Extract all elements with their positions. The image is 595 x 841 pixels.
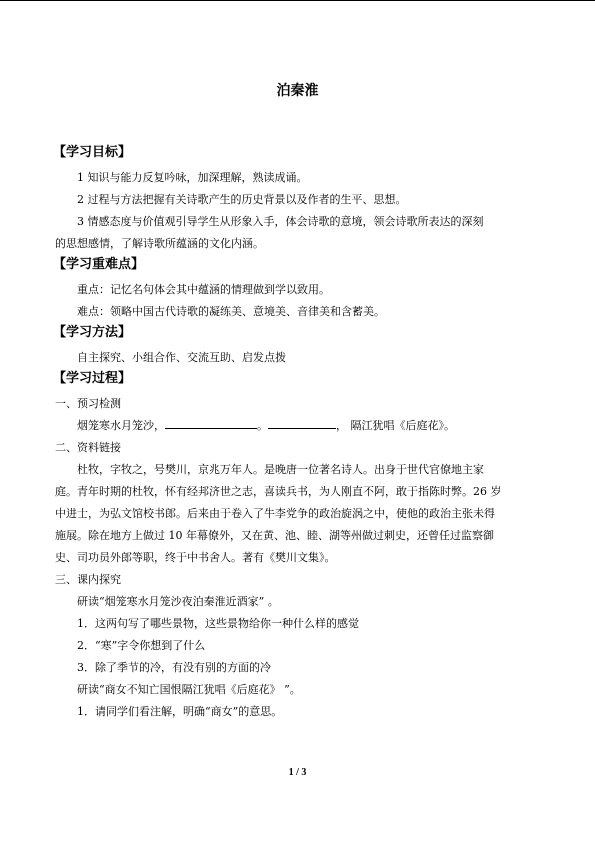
goal-item-2: 2 过程与方法把握有关诗歌产生的历史背景以及作者的生平、思想。 bbox=[77, 193, 407, 206]
explore-line-4: 3．除了季节的冷，有没有别的方面的冷 bbox=[77, 661, 271, 674]
preview-title: 一、预习检测 bbox=[55, 397, 121, 410]
fill-start: 烟笼寒水月笼沙， bbox=[77, 419, 165, 432]
goal-item-1: 1 知识与能力反复吟咏，加深理解，熟读成诵。 bbox=[77, 171, 308, 184]
info-line-1: 杜牧，字牧之，号樊川，京兆万年人。是晚唐一位著名诗人。出身于世代官僚地主家 bbox=[77, 463, 484, 476]
heading-key-points: 【学习重难点】 bbox=[53, 257, 145, 272]
explore-title: 三、课内探究 bbox=[55, 573, 121, 586]
explore-line-6: 1．请同学们看注解，明确“商女”的意思。 bbox=[77, 705, 283, 718]
key-point-1: 重点：记忆名句体会其中蕴涵的情理做到学以致用。 bbox=[77, 283, 330, 296]
methods-text: 自主探究、小组合作、交流互助、启发点拨 bbox=[77, 351, 286, 364]
fill-mid: 。 bbox=[257, 419, 268, 432]
page-title: 泊秦淮 bbox=[276, 83, 319, 99]
info-title: 二、资料链接 bbox=[55, 441, 121, 454]
fill-in-line bbox=[55, 415, 545, 437]
heading-goals: 【学习目标】 bbox=[53, 145, 132, 160]
goal-item-3: 3 情感态度与价值观引导学生从形象入手，体会诗歌的意境，领会诗歌所表达的深刻 bbox=[77, 215, 484, 228]
goal-item-3-cont: 的思想感情，了解诗歌所蕴涵的文化内涵。 bbox=[55, 237, 264, 250]
heading-methods: 【学习方法】 bbox=[53, 325, 132, 340]
document-body bbox=[55, 143, 545, 723]
info-line-5: 史、司功员外郎等职，终于中书舍人。著有《樊川文集》。 bbox=[55, 551, 336, 564]
explore-line-3: 2．“寒”字令你想到了什么 bbox=[77, 639, 206, 652]
info-line-3: 中进士，为弘文馆校书郎。后来由于卷入了牛李党争的政治旋涡之中，使他的政治主张未得 bbox=[55, 507, 495, 520]
info-line-2: 庭。青年时期的杜牧，怀有经邦济世之志，喜读兵书，为人刚直不阿，敢于指陈时弊。26 岁 bbox=[55, 485, 502, 498]
fill-end: ， 隔江犹唱《后庭花》。 bbox=[336, 419, 455, 432]
explore-line-1: 研读“烟笼寒水月笼沙夜泊秦淮近酒家” 。 bbox=[77, 595, 279, 608]
explore-line-2: 1．这两句写了哪些景物，这些景物给你一种什么样的感觉 bbox=[77, 617, 359, 630]
fill-blank-2[interactable] bbox=[268, 416, 336, 429]
page-number: 1 / 3 bbox=[288, 767, 307, 778]
fill-blank-1[interactable] bbox=[165, 416, 257, 429]
key-point-2: 难点：领略中国古代诗歌的凝练美、意境美、音律美和含蓄美。 bbox=[77, 305, 385, 318]
heading-process: 【学习过程】 bbox=[53, 371, 132, 386]
top-border bbox=[0, 0, 595, 1]
info-line-4: 施展。除在地方上做过 10 年幕僚外，又在黄、池、睦、湖等州做过刺史，还曾任过监察御 bbox=[55, 529, 494, 542]
explore-line-5: 研读“商女不知亡国恨隔江犹唱《后庭花》 ”。 bbox=[77, 683, 301, 696]
